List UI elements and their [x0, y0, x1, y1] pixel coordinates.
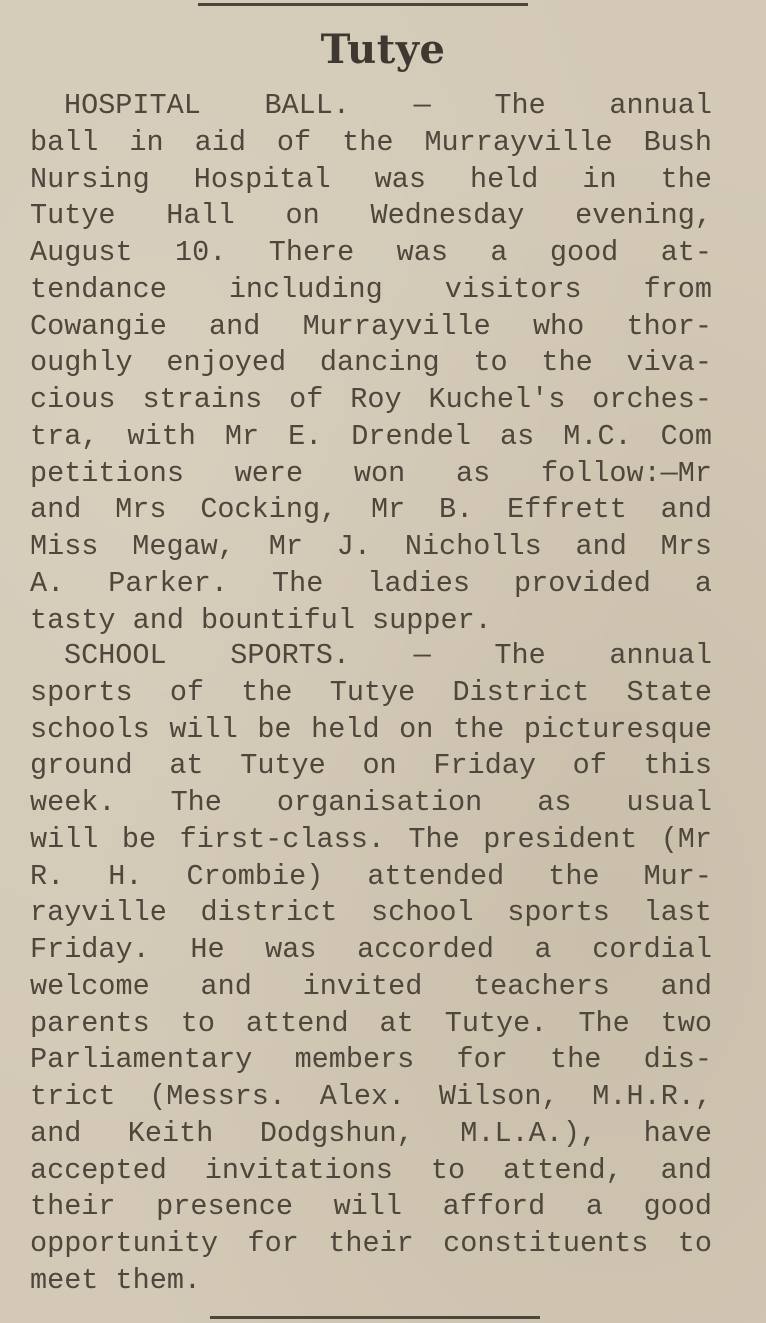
- article-line: R. H. Crombie) attended the Mur-: [30, 859, 712, 893]
- article-line: their presence will afford a good: [30, 1190, 712, 1224]
- article-line: cious strains of Roy Kuchel's orches-: [30, 383, 712, 416]
- article-line: opportunity for their constituents to: [30, 1227, 712, 1260]
- article-line: welcome and invited teachers and: [30, 969, 712, 1003]
- article-line: meet them.: [30, 1263, 202, 1297]
- article-line: rayville district school sports last: [30, 896, 712, 930]
- article-line: oughly enjoyed dancing to the viva-: [30, 346, 712, 380]
- article-hospital-ball: [30, 88, 712, 639]
- article-line: schools will be held on the picturesque: [30, 712, 712, 746]
- article-line: Nursing Hospital was held in the: [30, 162, 712, 196]
- article-paragraph: [30, 638, 712, 1300]
- article-line: Cowangie and Murrayville who thor-: [30, 309, 712, 343]
- article-line: tra, with Mr E. Drendel as M.C. Com: [30, 419, 712, 453]
- article-line: Tutye Hall on Wednesday evening,: [30, 199, 712, 233]
- article-line: Parliamentary members for the dis-: [30, 1043, 712, 1077]
- article-line: trict (Messrs. Alex. Wilson, M.H.R.,: [30, 1080, 712, 1113]
- article-school-sports: [30, 638, 712, 1300]
- article-line: and Mrs Cocking, Mr B. Effrett and: [30, 493, 712, 527]
- article-line: ball in aid of the Murrayville Bush: [30, 125, 712, 159]
- article-line: A. Parker. The ladies provided a: [30, 566, 712, 600]
- article-line: tendance including visitors from: [30, 272, 712, 306]
- article-line: will be first-class. The president (Mr: [30, 822, 712, 856]
- article-line: and Keith Dodgshun, M.L.A.), have: [30, 1116, 712, 1150]
- article-line: parents to attend at Tutye. The two: [30, 1006, 712, 1040]
- article-paragraph: [30, 88, 712, 639]
- article-line: ground at Tutye on Friday of this: [30, 749, 712, 783]
- article-line: Miss Megaw, Mr J. Nicholls and Mrs: [30, 530, 712, 563]
- article-line: SCHOOL SPORTS. — The annual: [64, 639, 712, 672]
- article-line: accepted invitations to attend, and: [30, 1153, 712, 1187]
- article-line: August 10. There was a good at-: [30, 236, 712, 269]
- article-line: week. The organisation as usual: [30, 786, 712, 819]
- article-line: sports of the Tutye District State: [30, 675, 712, 709]
- bottom-rule: [210, 1316, 540, 1319]
- top-rule: [198, 3, 528, 6]
- article-line: tasty and bountiful supper.: [30, 603, 492, 637]
- article-line: petitions were won as follow:—Mr: [30, 456, 712, 490]
- article-line: Friday. He was accorded a cordial: [30, 933, 712, 966]
- page-title: Tutye: [320, 26, 446, 73]
- article-line: HOSPITAL BALL. — The annual: [64, 89, 712, 122]
